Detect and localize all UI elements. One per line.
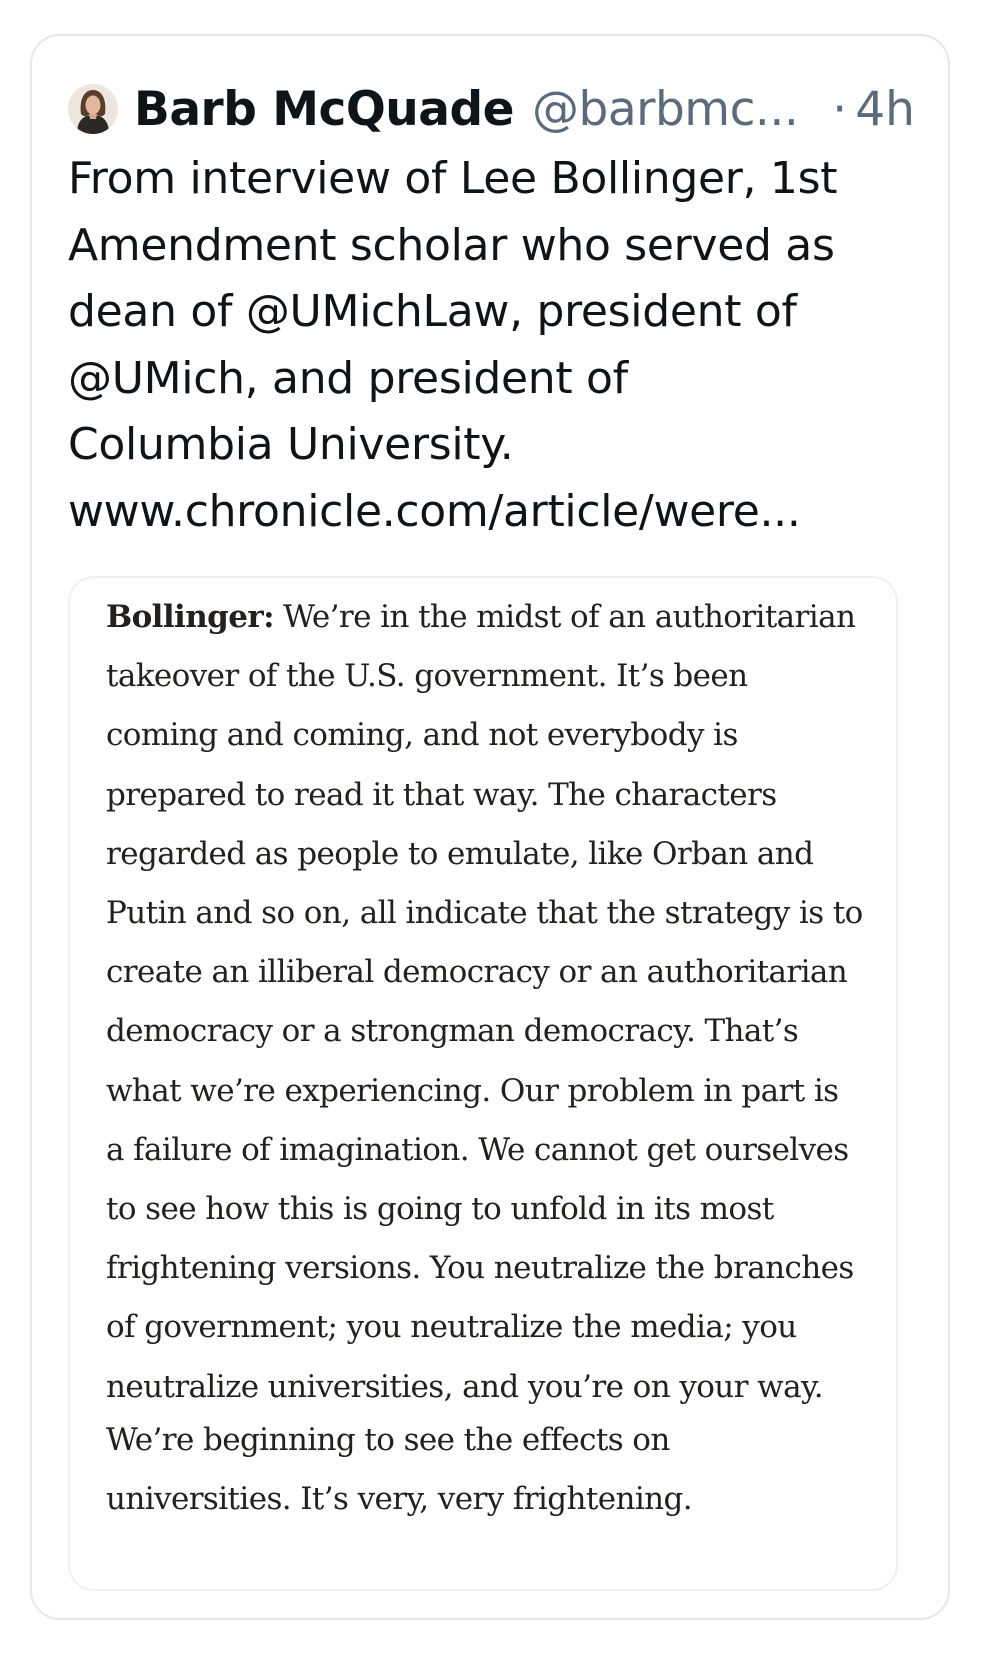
- quote-line: coming and coming, and not everybody is: [106, 717, 738, 754]
- quote-line: Putin and so on, all indicate that the strategy is to: [106, 895, 863, 932]
- quote-line: prepared to read it that way. The characters: [106, 776, 777, 813]
- post-text-line: Columbia University.: [68, 419, 514, 470]
- post-link[interactable]: www.chronicle.com/article/were...: [68, 485, 801, 537]
- quote-line: universities. It’s very, very frightening.: [106, 1481, 692, 1518]
- quote-line: what we’re experiencing. Our problem in part is: [106, 1072, 839, 1109]
- quote-line: takeover of the U.S. government. It’s been: [106, 658, 748, 695]
- quote-paragraph-2: [106, 1411, 886, 1529]
- quote-line: We’re beginning to see the effects on: [106, 1422, 670, 1458]
- quote-line: neutralize universities, and you’re on your way.: [106, 1368, 824, 1405]
- post-text-line: From interview of Lee Bollinger, 1st: [68, 153, 838, 204]
- post-text-line: Amendment scholar who served as: [68, 219, 835, 271]
- post-text: [68, 146, 938, 545]
- post-header: [68, 74, 928, 144]
- profile-photo-icon: [68, 84, 118, 134]
- quote-paragraph-1: [106, 588, 886, 1417]
- quote-first-line-text: We’re in the midst of an authoritarian: [273, 599, 856, 635]
- quote-line: of government; you neutralize the media; you: [106, 1309, 797, 1346]
- quote-line: democracy or a strongman democracy. That’s: [106, 1013, 799, 1050]
- quote-line: to see how this is going to unfold in its most: [106, 1191, 774, 1228]
- post-timestamp[interactable]: 4h: [855, 81, 915, 137]
- attached-quote-image[interactable]: [68, 576, 898, 1591]
- post-card[interactable]: [30, 34, 950, 1620]
- post-text-line: dean of @UMichLaw, president of: [68, 286, 797, 337]
- author-handle[interactable]: @barbmc...: [532, 81, 799, 137]
- quote-line: frightening versions. You neutralize the branches: [106, 1250, 854, 1287]
- author-display-name[interactable]: Barb McQuade: [134, 81, 515, 137]
- separator-dot: ·: [832, 81, 848, 137]
- quote-line: create an illiberal democracy or an authoritarian: [106, 954, 848, 991]
- quote-speaker: Bollinger:: [106, 599, 274, 635]
- post-text-line: @UMich, and president of: [68, 352, 628, 404]
- quote-line: [106, 588, 886, 647]
- quote-line: regarded as people to emulate, like Orban and: [106, 835, 814, 872]
- avatar[interactable]: [68, 84, 118, 134]
- quote-line: a failure of imagination. We cannot get ourselves: [106, 1131, 849, 1168]
